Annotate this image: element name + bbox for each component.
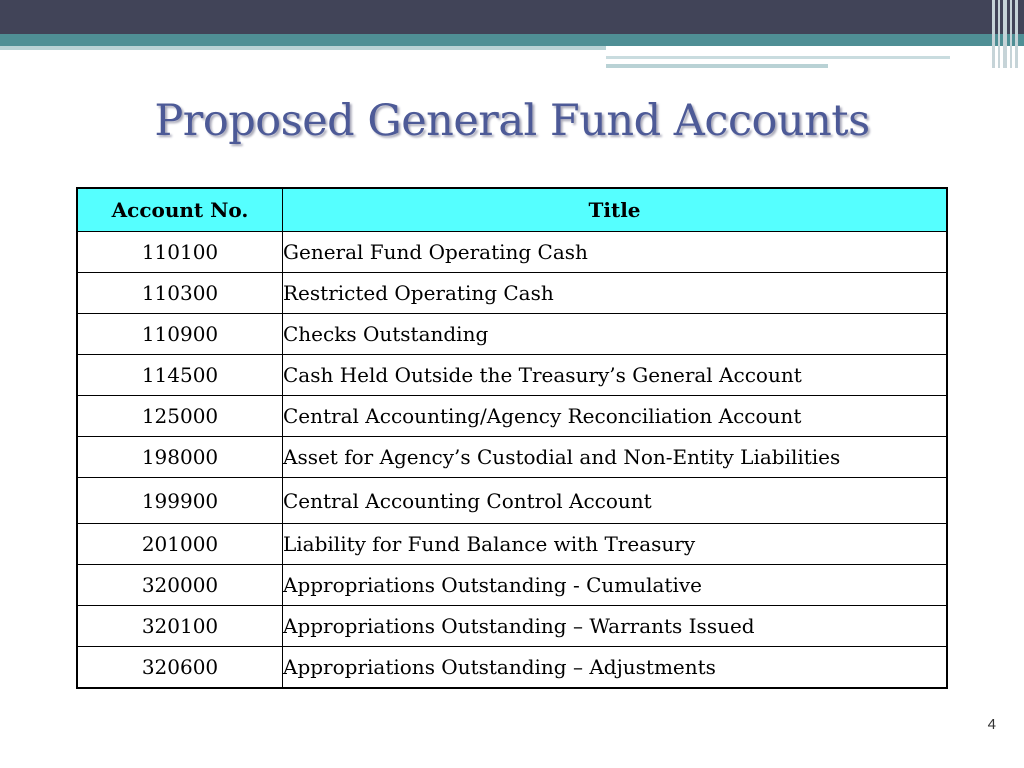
table-row [77, 273, 947, 314]
table-row [77, 314, 947, 355]
table-row [77, 232, 947, 273]
table-row [77, 437, 947, 478]
account-title-cell: Cash Held Outside the Treasury’s General Account [283, 355, 948, 396]
header-line-upper [606, 56, 950, 59]
column-header-account-no: Account No. [77, 188, 283, 232]
account-number-cell: 320000 [77, 565, 283, 606]
table-row [77, 396, 947, 437]
accounts-table [76, 187, 948, 689]
account-title-cell: Checks Outstanding [283, 314, 948, 355]
account-number-cell: 199900 [77, 478, 283, 524]
account-number-cell: 125000 [77, 396, 283, 437]
table-row [77, 355, 947, 396]
account-number-cell: 114500 [77, 355, 283, 396]
account-number-cell: 201000 [77, 524, 283, 565]
account-title-cell: Appropriations Outstanding – Adjustments [283, 647, 948, 689]
account-number-cell: 320600 [77, 647, 283, 689]
account-number-cell: 198000 [77, 437, 283, 478]
header-band-light [0, 46, 610, 50]
account-number-cell: 320100 [77, 606, 283, 647]
table-row [77, 606, 947, 647]
account-title-cell: Asset for Agency’s Custodial and Non-Entity Liabilities [283, 437, 948, 478]
account-title-cell: Central Accounting Control Account [283, 478, 948, 524]
header-stripes [990, 0, 1024, 68]
account-title-cell: Appropriations Outstanding – Warrants Issued [283, 606, 948, 647]
account-title-cell: General Fund Operating Cash [283, 232, 948, 273]
account-number-cell: 110100 [77, 232, 283, 273]
table-header-row [77, 188, 947, 232]
column-header-title: Title [283, 188, 948, 232]
header-band-teal [0, 34, 1024, 46]
account-title-cell: Central Accounting/Agency Reconciliation Account [283, 396, 948, 437]
page-title: Proposed General Fund Accounts [154, 96, 870, 146]
account-title-cell: Restricted Operating Cash [283, 273, 948, 314]
table-row [77, 524, 947, 565]
table-row [77, 478, 947, 524]
table-row [77, 565, 947, 606]
account-number-cell: 110300 [77, 273, 283, 314]
account-title-cell: Liability for Fund Balance with Treasury [283, 524, 948, 565]
account-title-cell: Appropriations Outstanding - Cumulative [283, 565, 948, 606]
account-number-cell: 110900 [77, 314, 283, 355]
page-number: 4 [987, 716, 996, 733]
header-line-lower [606, 64, 828, 68]
header-band-dark [0, 0, 1024, 34]
table-row [77, 647, 947, 689]
